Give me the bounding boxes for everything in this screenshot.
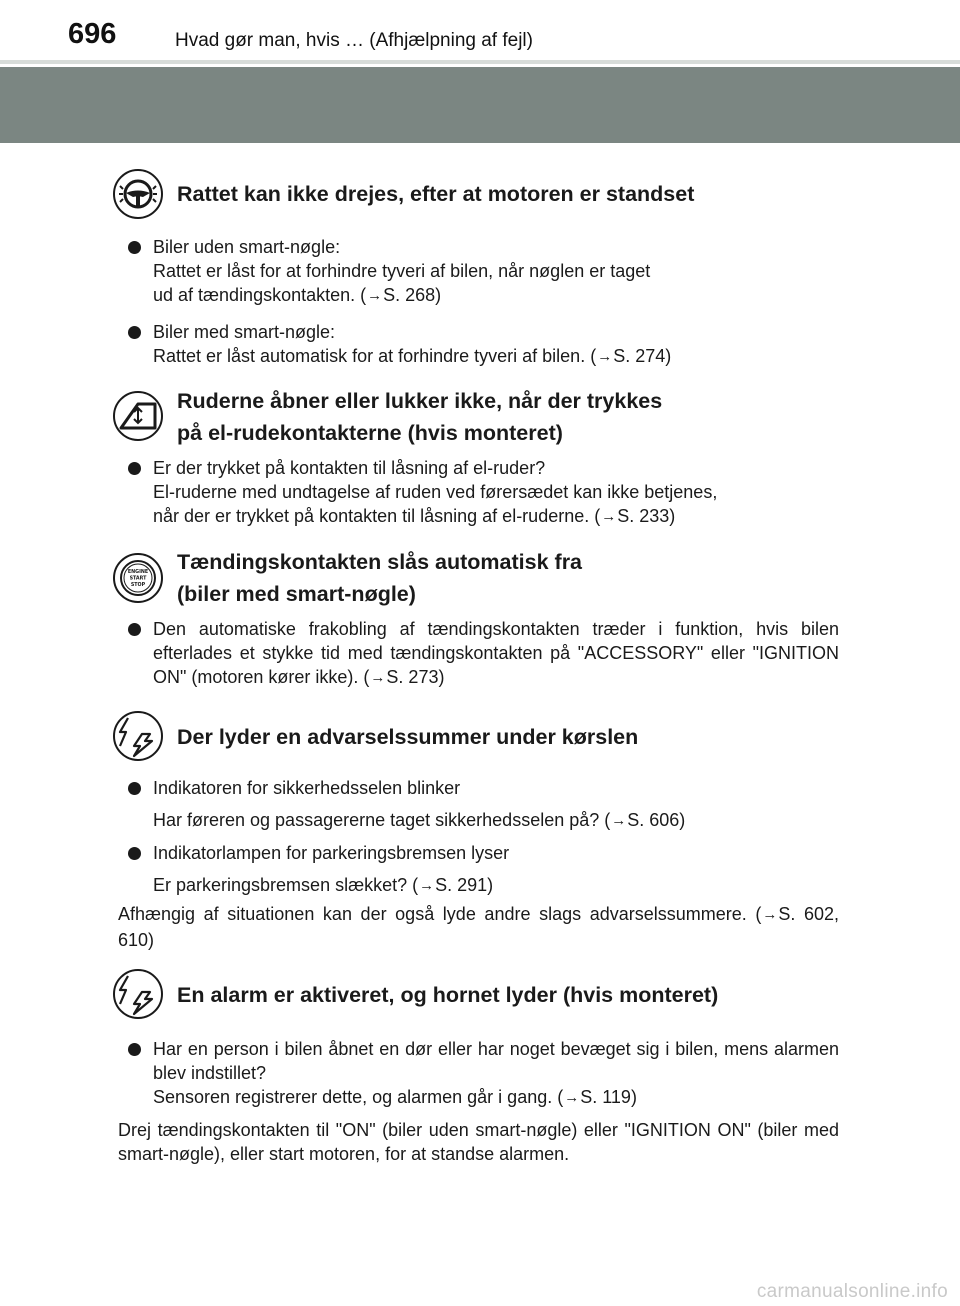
section-title: En alarm er aktiveret, og hornet lyder (hvis monteret) [177, 983, 719, 1007]
list-item: Er der trykket på kontakten til låsning af el-ruder? El-ruderne med undtagelse af ruden ved førersædet kan ikke betjenes, når der er trykket på kontakten til låsning af el-ruderne. (→S. 233) [153, 458, 718, 526]
section-title: Rattet kan ikke drejes, efter at motoren er standset [177, 182, 695, 206]
arrow-icon: → [564, 1089, 580, 1106]
watermark: carmanualsonline.info [756, 1281, 948, 1302]
arrow-icon: → [367, 287, 383, 304]
power-window-icon [112, 390, 164, 442]
engine-start-stop-icon [112, 552, 164, 604]
list-item: Indikatorlampen for parkeringsbremsen lyser Er parkeringsbremsen slækket? (→S. 291) [153, 843, 510, 895]
steering-wheel-icon [112, 168, 164, 220]
list-item: Biler med smart-nøgle: Rattet er låst automatisk for at forhindre tyveri af bilen. (→S. 274) [153, 322, 672, 366]
gray-band [0, 67, 960, 143]
arrow-icon: → [419, 877, 435, 894]
page-reference[interactable]: S. 119) [580, 1087, 637, 1107]
page-reference[interactable]: S. 268) [383, 285, 442, 305]
page-reference[interactable]: S. 233) [617, 506, 676, 526]
list-item: Den automatiske frakobling af tændingskontakten træder i funktion, hvis bilen efterlades et stykke tid med tændingskontakten på "ACCESSORY" eller "IGNITION ON" (motoren kører ikke). (→S. 273) [153, 619, 839, 687]
warning-buzzer-icon [112, 710, 164, 762]
header-rule [0, 60, 960, 64]
page-reference[interactable]: S. 602, 610) [118, 904, 839, 950]
arrow-icon: → [597, 348, 613, 365]
section-title: Der lyder en advarselssummer under kørslen [177, 725, 639, 749]
alarm-horn-icon [112, 968, 164, 1020]
arrow-icon: → [762, 906, 778, 923]
bullet [128, 623, 141, 636]
list-item: Indikatoren for sikkerhedsselen blinker Har føreren og passagererne taget sikkerhedsselen på? (→S. 606) [153, 778, 686, 830]
start-label: START [129, 576, 147, 582]
page-reference[interactable]: S. 273) [386, 667, 445, 687]
running-head: Hvad gør man, hvis … (Afhjælpning af fejl) [175, 30, 533, 51]
stop-label: STOP [130, 583, 146, 588]
page-reference[interactable]: S. 606) [627, 810, 686, 830]
note-paragraph: Afhængig af situationen kan der også lyde andre slags advarselssummere. (→S. 602, 610) [118, 904, 839, 950]
section-title: Tændingskontakten slås automatisk fra (biler med smart-nøgle) [177, 550, 583, 606]
engine-label: ENGINE [127, 570, 149, 575]
arrow-icon: → [611, 812, 627, 829]
page-number: 696 [68, 18, 117, 50]
note-paragraph: Drej tændingskontakten til "ON" (biler uden smart-nøgle) eller "IGNITION ON" (biler med smart-nøgle), eller start motoren, for at standse alarmen. [118, 1120, 839, 1164]
arrow-icon: → [370, 669, 386, 686]
bullet [128, 847, 141, 860]
list-item: Har en person i bilen åbnet en dør eller har noget bevæget sig i bilen, mens alarmen blev indstillet? Sensoren registrerer dette, og alarmen går i gang. (→S. 119) [153, 1039, 839, 1107]
list-item: Biler uden smart-nøgle: Rattet er låst for at forhindre tyveri af bilen, når nøglen er taget ud af tændingskontakten. (→S. 268) [153, 237, 651, 305]
page-reference[interactable]: S. 274) [613, 346, 672, 366]
bullet [128, 462, 141, 475]
bullet [128, 782, 141, 795]
bullet [128, 1043, 141, 1056]
page-reference[interactable]: S. 291) [435, 875, 494, 895]
section-title: Ruderne åbner eller lukker ikke, når der trykkes på el-rudekontakterne (hvis monteret) [177, 389, 663, 445]
bullet [128, 326, 141, 339]
bullet [128, 241, 141, 254]
arrow-icon: → [601, 508, 617, 525]
